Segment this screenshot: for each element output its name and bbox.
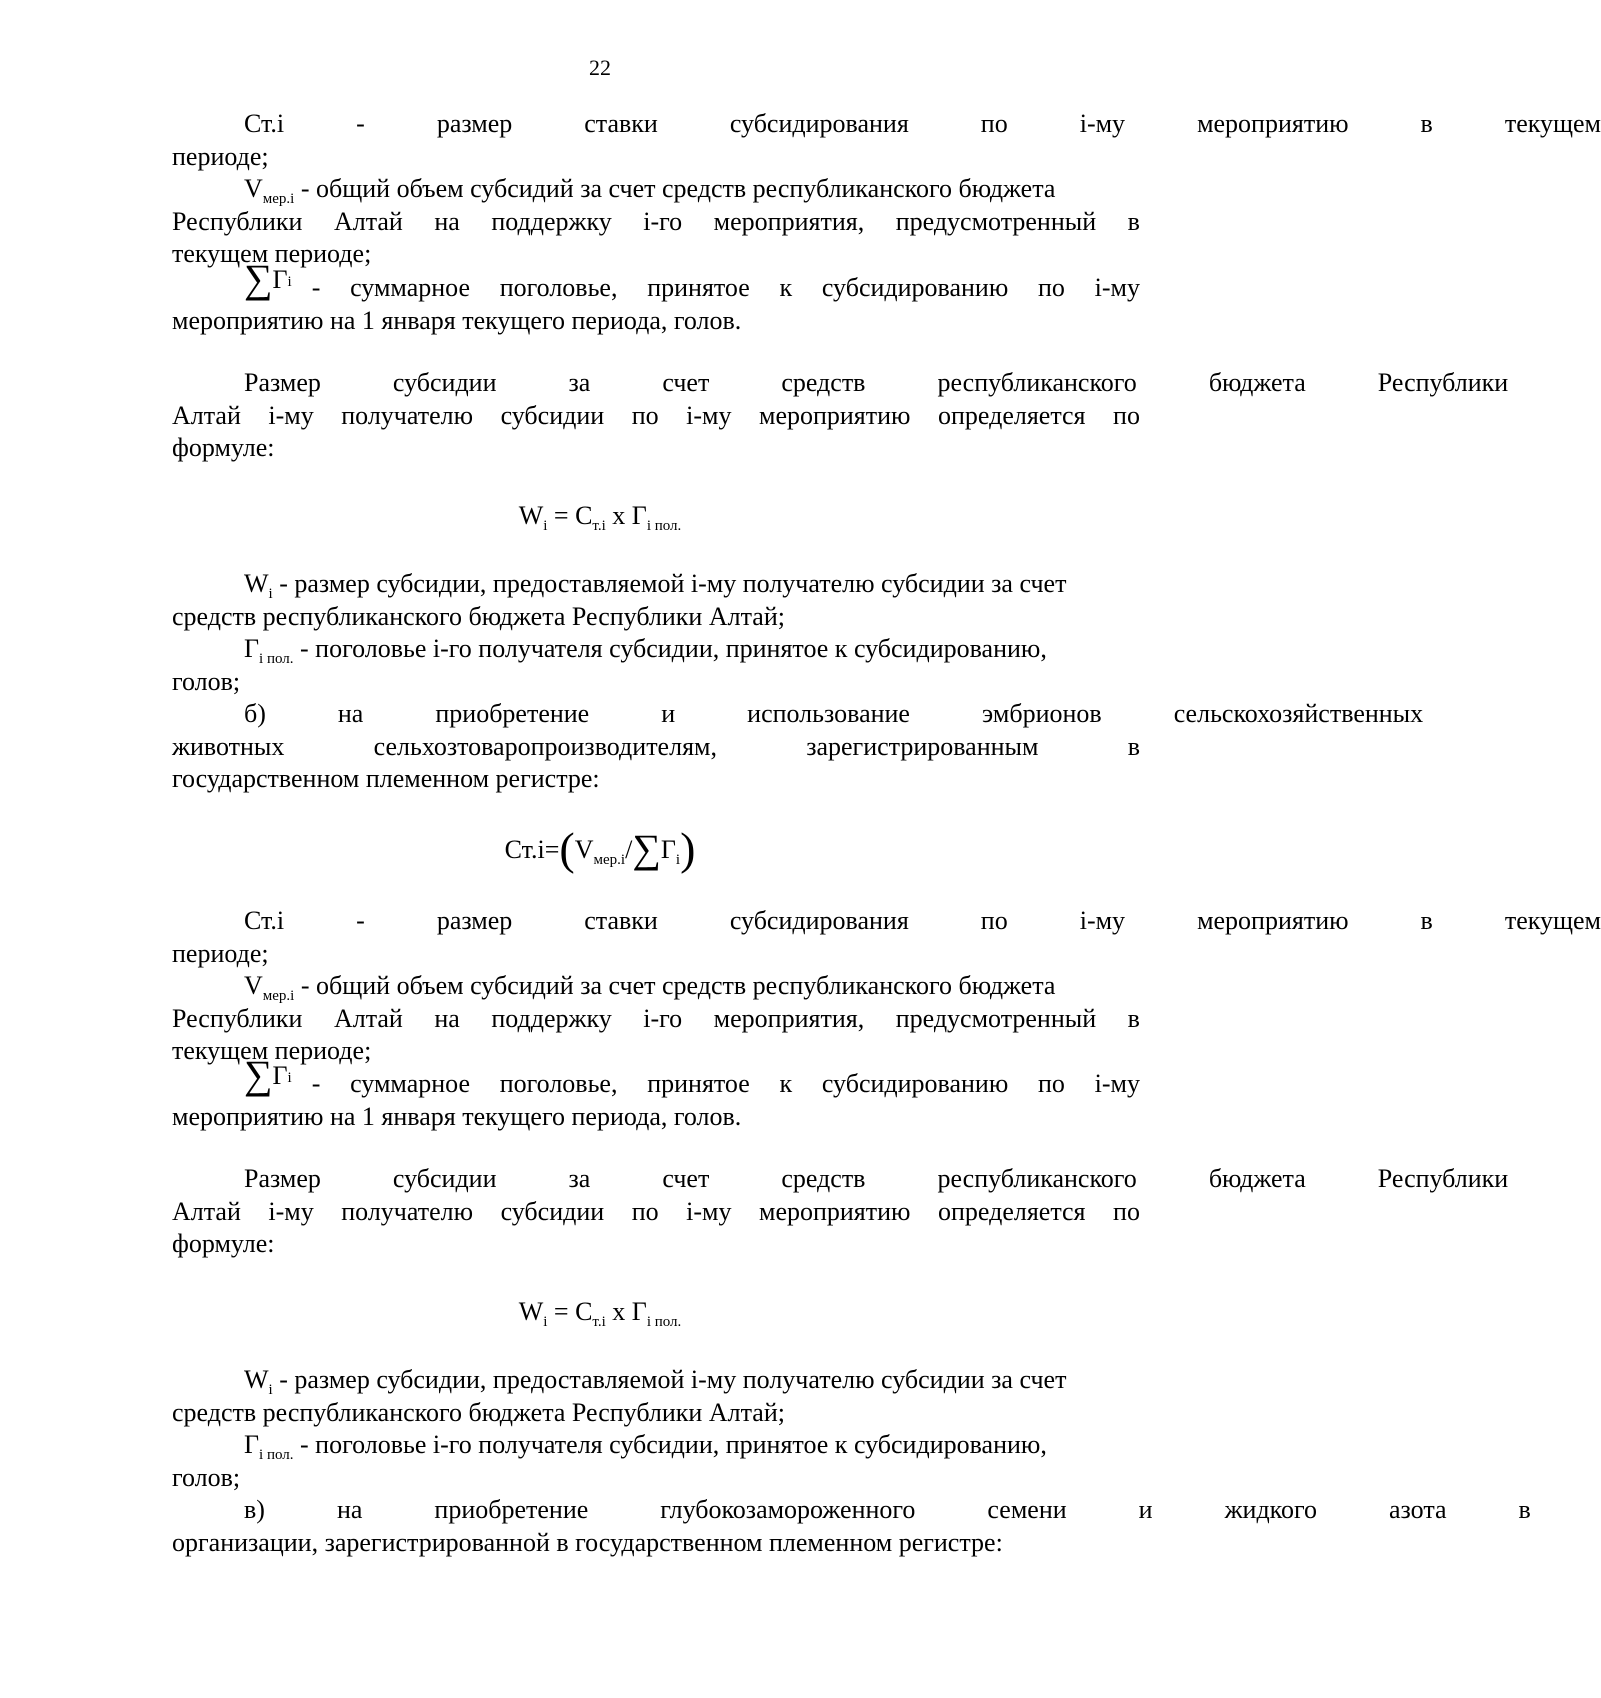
paragraph-b — [172, 698, 1424, 796]
text-line: $W_i$ - размер субсидии, предоставляемой i-му получателю субсидии за счет — [244, 1365, 1067, 1398]
word: i-го — [643, 1003, 683, 1033]
word: - — [311, 273, 321, 302]
word: i-му — [1094, 1069, 1140, 1098]
word: в — [1127, 206, 1140, 236]
text-line — [172, 1003, 1140, 1036]
text-line — [172, 1196, 1140, 1229]
text-line: текущем периоде; — [172, 1036, 372, 1065]
word: получателю — [341, 1196, 474, 1226]
definition-v-mer — [172, 970, 1140, 1068]
text-line: средств республиканского бюджета Республики Алтай; — [172, 1397, 785, 1427]
text-line: $W_i$ - размер субсидии, предоставляемой i-му получателю субсидии за счет — [244, 569, 1067, 602]
word: суммарное — [350, 1069, 471, 1098]
word: Алтай — [172, 400, 241, 430]
word: счет — [662, 368, 710, 397]
sum-g-symbol: ∑Гi — [244, 1052, 292, 1097]
text-line: $Г_{i пол.}$ - поголовье i-го получателя субсидии, принятое к субсидированию, — [244, 1430, 1047, 1463]
word: Ст.i — [244, 906, 285, 935]
word: i-му — [1079, 109, 1126, 138]
word: Ст.i — [244, 109, 285, 138]
word: и — [1138, 1495, 1153, 1524]
word: принятое — [647, 1069, 750, 1098]
word: - — [311, 1069, 321, 1098]
word: субсидирования — [729, 906, 909, 935]
text-line: голов; — [172, 666, 241, 696]
word: суммарное — [350, 273, 471, 302]
word: в — [1518, 1495, 1531, 1524]
word: Республики — [172, 1003, 303, 1033]
text-line: мероприятию на 1 января текущего периода, голов. — [172, 1101, 742, 1131]
word: по — [980, 109, 1008, 138]
word: i-го — [643, 206, 683, 236]
text-line: мероприятию на 1 января текущего периода, голов. — [172, 305, 742, 335]
word: сельхозтоваропроизводителям, — [373, 731, 717, 761]
definition-w-i — [172, 568, 1140, 633]
formula-st-i: $Ст.i=(V_{мер.i}/\sum Г_i)$ — [504, 823, 696, 874]
word: в — [1420, 906, 1433, 935]
word: в) — [244, 1495, 265, 1524]
word: мероприятию — [1197, 906, 1349, 935]
formula-w-i: $W_i = С_{т.i}$ x $Г_{i пол.}$ — [518, 1297, 682, 1330]
word: получателю — [341, 400, 474, 430]
sum-g-symbol: ∑Гi — [244, 256, 292, 301]
definition-st-i — [172, 108, 1601, 173]
word: ставки — [584, 906, 658, 935]
formula-w-i: $W_i = С_{т.i}$ x $Г_{i пол.}$ — [518, 501, 682, 534]
word: ставки — [584, 109, 658, 138]
word: Республики — [172, 206, 303, 236]
word: субсидированию — [821, 273, 1009, 302]
word: в — [1127, 731, 1140, 761]
word: Алтай — [172, 1196, 241, 1226]
text-line — [172, 1052, 1140, 1101]
word: по — [1113, 400, 1140, 430]
definition-g-pol — [172, 1429, 1140, 1494]
text-line: $Г_{i пол.}$ - поголовье i-го получателя субсидии, принятое к субсидированию, — [244, 634, 1047, 667]
word: бюджета — [1208, 1164, 1306, 1193]
word: сельскохозяйственных — [1173, 699, 1424, 728]
text-line — [172, 731, 1140, 764]
text-line: $V_{мер.i}$ - общий объем субсидий за счет средств республиканского бюджета — [244, 971, 1056, 1004]
definition-sum-g — [172, 256, 1140, 337]
text-line: периоде; — [172, 938, 269, 968]
word: счет — [662, 1164, 710, 1193]
word: i-му — [268, 400, 314, 430]
word: Республики — [1377, 1164, 1509, 1193]
word: семени — [987, 1495, 1067, 1524]
definition-w-i — [172, 1364, 1140, 1429]
text-line: формуле: — [172, 1229, 275, 1258]
paragraph-subsidy-size — [172, 1163, 1509, 1261]
word: республиканского — [937, 1164, 1137, 1193]
word: республиканского — [937, 368, 1137, 397]
word: по — [631, 1196, 659, 1226]
word: б) — [244, 699, 266, 728]
word: i-му — [268, 1196, 314, 1226]
word: по — [1113, 1196, 1140, 1226]
word: текущем — [1504, 906, 1601, 935]
text-line: государственном племенном регистре: — [172, 764, 600, 793]
word: жидкого — [1224, 1495, 1317, 1524]
text-line: $V_{мер.i}$ - общий объем субсидий за счет средств республиканского бюджета — [244, 174, 1056, 207]
word: Размер — [244, 1164, 321, 1193]
word: Алтай — [333, 1003, 403, 1033]
word: на — [337, 699, 364, 728]
paragraph-subsidy-size — [172, 367, 1509, 465]
paragraph-c — [172, 1494, 1531, 1559]
word: субсидии — [392, 368, 497, 397]
word: средств — [781, 368, 866, 397]
text-line — [172, 698, 1424, 731]
text-line — [172, 256, 1140, 305]
text-line — [172, 400, 1140, 433]
word: поддержку — [491, 1003, 612, 1033]
definition-g-pol — [172, 633, 1140, 698]
word: субсидированию — [821, 1069, 1009, 1098]
definition-st-i — [172, 905, 1601, 970]
word: Размер — [244, 368, 321, 397]
word: - — [356, 906, 365, 935]
definition-v-mer — [172, 173, 1140, 271]
text-line — [172, 1494, 1531, 1527]
word: мероприятию — [758, 1196, 911, 1226]
text-line — [172, 108, 1601, 141]
word: субсидии — [500, 1196, 605, 1226]
word: i-му — [686, 1196, 732, 1226]
word: i-му — [686, 400, 732, 430]
page-number: 22 — [589, 55, 611, 80]
word: текущем — [1504, 109, 1601, 138]
text-line: текущем периоде; — [172, 239, 372, 268]
word: предусмотренный — [895, 1003, 1097, 1033]
text-line: голов; — [172, 1462, 241, 1492]
word: субсидирования — [729, 109, 909, 138]
word: и — [661, 699, 676, 728]
word: мероприятия, — [713, 1003, 865, 1033]
word: к — [779, 273, 793, 302]
word: на — [434, 206, 460, 236]
word: определяется — [937, 1196, 1086, 1226]
word: по — [1037, 1069, 1065, 1098]
text-line: средств республиканского бюджета Республики Алтай; — [172, 601, 785, 631]
text-line: формуле: — [172, 433, 275, 462]
text-line — [172, 367, 1509, 400]
word: по — [631, 400, 659, 430]
text-line: периоде; — [172, 141, 269, 171]
word: зарегистрированным — [806, 731, 1039, 761]
word: приобретение — [435, 699, 590, 728]
word: за — [568, 1164, 591, 1193]
word: в — [1127, 1003, 1140, 1033]
word: по — [1037, 273, 1065, 302]
word: мероприятия, — [713, 206, 865, 236]
word: по — [980, 906, 1008, 935]
word: принятое — [647, 273, 750, 302]
word: эмбрионов — [981, 699, 1102, 728]
word: поддержку — [491, 206, 612, 236]
word: глубокозамороженного — [660, 1495, 916, 1524]
text-line — [172, 206, 1140, 239]
word: за — [568, 368, 591, 397]
word: азота — [1389, 1495, 1447, 1524]
word: размер — [436, 906, 513, 935]
word: использование — [747, 699, 910, 728]
word: бюджета — [1208, 368, 1306, 397]
word: предусмотренный — [895, 206, 1097, 236]
word: животных — [172, 731, 285, 761]
word: приобретение — [434, 1495, 589, 1524]
word: средств — [781, 1164, 866, 1193]
word: поголовье, — [499, 273, 618, 302]
word: к — [779, 1069, 793, 1098]
word: Алтай — [333, 206, 403, 236]
word: Республики — [1377, 368, 1509, 397]
definition-sum-g — [172, 1052, 1140, 1133]
word: i-му — [1079, 906, 1126, 935]
word: мероприятию — [758, 400, 911, 430]
word: определяется — [937, 400, 1086, 430]
word: на — [434, 1003, 460, 1033]
word: поголовье, — [499, 1069, 618, 1098]
text-line — [172, 905, 1601, 938]
word: субсидии — [500, 400, 605, 430]
word: - — [356, 109, 365, 138]
word: мероприятию — [1197, 109, 1349, 138]
word: субсидии — [392, 1164, 497, 1193]
word: в — [1420, 109, 1433, 138]
word: размер — [436, 109, 513, 138]
word: на — [336, 1495, 363, 1524]
text-line — [172, 1163, 1509, 1196]
word: i-му — [1094, 273, 1140, 302]
text-line: организации, зарегистрированной в государственном племенном регистре: — [172, 1527, 1003, 1557]
